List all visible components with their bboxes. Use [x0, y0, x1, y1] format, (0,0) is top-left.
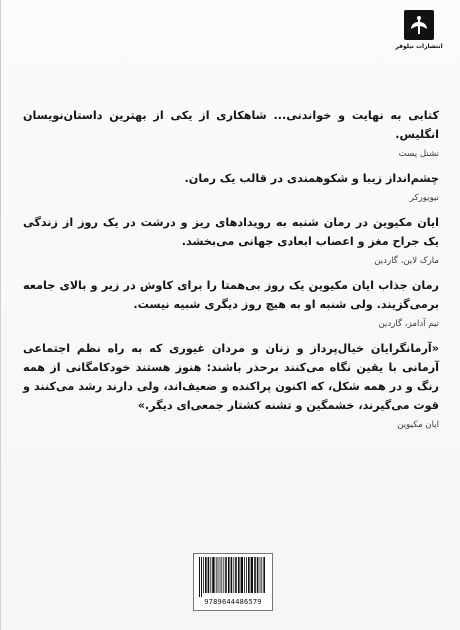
blurb — [23, 106, 439, 160]
isbn-barcode — [193, 553, 273, 611]
blurb-source: مارک لاین، گاردین — [374, 256, 439, 266]
blurb-source: نشنل پست — [398, 149, 439, 159]
blurbs — [23, 106, 439, 440]
blurb-source: تیم آدامز، گاردین — [378, 319, 439, 329]
publisher-logo — [394, 10, 444, 60]
blurb — [23, 276, 439, 330]
blurb — [23, 339, 439, 431]
blurb-source: نیویورکر — [409, 193, 439, 203]
blurb-source: ایان مکیوین — [397, 420, 439, 430]
publisher-name: انتشارات نیلوفر — [395, 43, 443, 50]
blurb — [23, 169, 439, 204]
blurb-quote: رمان جذاب ایان مکیوین یک روز بی‌همتا را برای کاوش در زیر و بالای جامعه برمی‌گزیند. ولی شنبه او به هیچ روز دیگری شبیه نیست. — [23, 279, 439, 311]
blurb-quote: چشم‌انداز زیبا و شکوهمندی در قالب یک رمان. — [184, 172, 439, 185]
publisher-logo-icon — [404, 10, 434, 40]
blurb — [23, 213, 439, 267]
isbn-number: 9789644486579 — [204, 598, 262, 606]
barcode-icon — [197, 557, 269, 597]
blurb-quote: «آرمانگرایان خیال‌پرداز و زنان و مردان غیوری که به راه نظم اجتماعی آرمانی با یقین نگاه می‌کنند برحذر باشند: هنوز هستند خودکامگانی از همه رنگ و در همه شکل، که اکنون پراکنده و ضعیف‌اند، ولی دارند رشد می‌کنند و قوت می‌گیرند، خشمگین و تشنه کشتار جمعی‌ای دیگر.» — [23, 342, 439, 412]
blurb-quote: ایان مکیوین در رمان شنبه به رویدادهای ریز و درشت در یک روز از زندگی یک جراح مغز و اعصاب ابعادی جهانی می‌بخشد. — [23, 216, 439, 248]
blurb-quote: کتابی به نهایت و خواندنی... شاهکاری از یکی از بهترین داستان‌نویسان انگلیس. — [23, 109, 439, 141]
